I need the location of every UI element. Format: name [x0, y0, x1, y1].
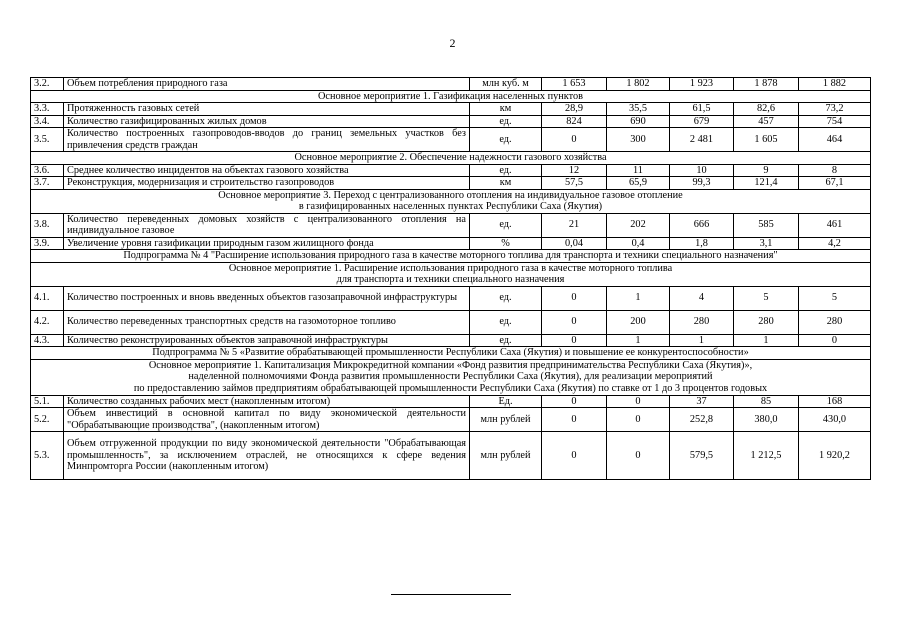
section-title — [31, 262, 871, 286]
section-header-row — [31, 90, 871, 103]
section-title-line: по предоставлению займов предприятиям обрабатывающей промышленности Республики Саха (Якутия) по ставке от 1 до 3 процентов годовых — [133, 382, 768, 394]
indicator-value: 824 — [542, 115, 607, 128]
indicator-value: 4 — [670, 286, 734, 310]
row-number: 3.6. — [31, 164, 64, 177]
indicator-row — [31, 286, 871, 310]
indicator-value: 73,2 — [799, 103, 871, 116]
indicator-row — [31, 395, 871, 408]
indicator-value: 5 — [734, 286, 799, 310]
indicator-name: Количество реконструированных объектов заправочной инфраструктуры — [64, 334, 470, 347]
section-title — [31, 90, 871, 103]
row-number: 3.5. — [31, 128, 64, 152]
indicator-value: 168 — [799, 395, 871, 408]
row-number: 3.4. — [31, 115, 64, 128]
indicator-value: 12 — [542, 164, 607, 177]
indicator-value: 28,9 — [542, 103, 607, 116]
indicator-row — [31, 177, 871, 190]
unit-of-measure: % — [470, 237, 542, 250]
section-header-row — [31, 347, 871, 360]
indicator-value: 1 882 — [799, 78, 871, 91]
row-number: 3.2. — [31, 78, 64, 91]
indicator-name: Увеличение уровня газификации природным газом жилищного фонда — [64, 237, 470, 250]
indicator-value: 690 — [607, 115, 670, 128]
indicator-value: 430,0 — [799, 408, 871, 432]
indicator-value: 0,04 — [542, 237, 607, 250]
row-number: 4.3. — [31, 334, 64, 347]
indicator-value: 0 — [542, 128, 607, 152]
row-number: 3.9. — [31, 237, 64, 250]
indicator-value: 300 — [607, 128, 670, 152]
section-header-row — [31, 152, 871, 165]
row-number: 3.3. — [31, 103, 64, 116]
section-title-line: Подпрограмма № 5 «Развитие обрабатывающей промышленности Республики Саха (Якутия) и повышение ее конкурентоспособности» — [152, 347, 749, 358]
indicator-row — [31, 334, 871, 347]
section-header-row — [31, 189, 871, 213]
indicator-value: 202 — [607, 213, 670, 237]
indicator-value: 1 920,2 — [799, 432, 871, 480]
table-body — [31, 78, 871, 480]
indicator-name: Объем отгруженной продукции по виду экономической деятельности "Обрабатывающая промышленность", за исключением отраслей, не относящихся к сфере ведения Минпромторга России (накопленным итогом) — [64, 432, 470, 480]
indicator-value: 10 — [670, 164, 734, 177]
indicator-value: 252,8 — [670, 408, 734, 432]
indicator-row — [31, 237, 871, 250]
indicator-value: 679 — [670, 115, 734, 128]
indicator-value: 0 — [542, 334, 607, 347]
unit-of-measure: ед. — [470, 286, 542, 310]
indicator-name: Количество газифицированных жилых домов — [64, 115, 470, 128]
indicator-row — [31, 432, 871, 480]
page-number: 2 — [449, 36, 456, 50]
indicator-value: 65,9 — [607, 177, 670, 190]
indicator-value: 1 — [607, 286, 670, 310]
indicator-value: 280 — [799, 310, 871, 334]
indicator-value: 61,5 — [670, 103, 734, 116]
indicator-value: 0,4 — [607, 237, 670, 250]
indicator-row — [31, 408, 871, 432]
section-title — [31, 347, 871, 360]
indicator-value: 380,0 — [734, 408, 799, 432]
unit-of-measure: ед. — [470, 115, 542, 128]
indicator-value: 35,5 — [607, 103, 670, 116]
indicator-value: 1 653 — [542, 78, 607, 91]
unit-of-measure: ед. — [470, 128, 542, 152]
indicator-value: 0 — [542, 310, 607, 334]
indicator-value: 280 — [734, 310, 799, 334]
indicator-value: 4,2 — [799, 237, 871, 250]
section-title-line: Основное мероприятие 1. Расширение использования природного газа в качестве моторного топлива — [228, 262, 673, 274]
indicator-name: Количество переведенных транспортных средств на газомоторное топливо — [64, 310, 470, 334]
unit-of-measure: км — [470, 103, 542, 116]
section-header-row — [31, 250, 871, 263]
indicator-value: 585 — [734, 213, 799, 237]
section-title-line: Основное мероприятие 1. Газификация населенных пунктов — [317, 90, 584, 102]
section-title — [31, 152, 871, 165]
indicator-value: 1 — [607, 334, 670, 347]
indicator-name: Реконструкция, модернизация и строительство газопроводов — [64, 177, 470, 190]
row-number: 5.2. — [31, 408, 64, 432]
indicator-name: Протяженность газовых сетей — [64, 103, 470, 116]
indicator-value: 200 — [607, 310, 670, 334]
indicator-row — [31, 164, 871, 177]
unit-of-measure: млн рублей — [470, 432, 542, 480]
unit-of-measure: ед. — [470, 213, 542, 237]
indicator-value: 57,5 — [542, 177, 607, 190]
indicator-row — [31, 115, 871, 128]
indicator-value: 2 481 — [670, 128, 734, 152]
row-number: 4.2. — [31, 310, 64, 334]
section-title-line: Основное мероприятие 3. Переход с централизованного отопления на индивидуальное газовое отопление — [218, 189, 683, 201]
row-number: 5.1. — [31, 395, 64, 408]
indicator-value: 280 — [670, 310, 734, 334]
indicator-name: Количество переведенных домовых хозяйств с централизованного отопления на индивидуальное газовое — [64, 213, 470, 237]
indicator-value: 0 — [542, 432, 607, 480]
indicator-row — [31, 103, 871, 116]
indicator-name: Количество созданных рабочих мест (накопленным итогом) — [64, 395, 470, 408]
indicator-value: 464 — [799, 128, 871, 152]
row-number: 3.7. — [31, 177, 64, 190]
indicator-value: 21 — [542, 213, 607, 237]
section-title — [31, 250, 871, 263]
indicator-value: 0 — [542, 395, 607, 408]
indicator-value: 1 923 — [670, 78, 734, 91]
indicator-value: 0 — [607, 432, 670, 480]
section-header-row — [31, 359, 871, 395]
indicator-value: 1 605 — [734, 128, 799, 152]
indicator-value: 457 — [734, 115, 799, 128]
unit-of-measure: ед. — [470, 164, 542, 177]
indicator-value: 0 — [542, 408, 607, 432]
indicator-value: 82,6 — [734, 103, 799, 116]
indicator-value: 0 — [542, 286, 607, 310]
unit-of-measure: Ед. — [470, 395, 542, 408]
unit-of-measure: км — [470, 177, 542, 190]
indicator-value: 666 — [670, 213, 734, 237]
indicators-table — [30, 77, 871, 480]
section-title-line: Подпрограмма № 4 "Расширение использования природного газа в качестве моторного топлива для транспорта и техники специального назначения" — [123, 250, 778, 261]
indicator-value: 1,8 — [670, 237, 734, 250]
indicator-value: 1 878 — [734, 78, 799, 91]
indicator-row — [31, 128, 871, 152]
indicator-value: 579,5 — [670, 432, 734, 480]
unit-of-measure: ед. — [470, 334, 542, 347]
indicator-name: Среднее количество инцидентов на объектах газового хозяйства — [64, 164, 470, 177]
indicator-value: 5 — [799, 286, 871, 310]
unit-of-measure: млн рублей — [470, 408, 542, 432]
indicator-value: 0 — [799, 334, 871, 347]
row-number: 3.8. — [31, 213, 64, 237]
section-title-line: Основное мероприятие 2. Обеспечение надежности газового хозяйства — [294, 152, 607, 163]
indicator-name: Объем инвестиций в основной капитал по виду экономической деятельности "Обрабатывающие производства", (накопленным итогом) — [64, 408, 470, 432]
indicator-value: 8 — [799, 164, 871, 177]
indicator-value: 0 — [607, 395, 670, 408]
row-number: 5.3. — [31, 432, 64, 480]
footer-rule — [391, 594, 511, 595]
section-header-row — [31, 262, 871, 286]
unit-of-measure: ед. — [470, 310, 542, 334]
indicator-row — [31, 310, 871, 334]
indicator-value: 85 — [734, 395, 799, 408]
indicator-name: Количество построенных и вновь введенных объектов газозаправочной инфраструктуры — [64, 286, 470, 310]
section-title-line: Основное мероприятие 1. Капитализация Микрокредитной компании «Фонд развития предпринимательства Республики Саха (Якутия)», — [148, 359, 753, 371]
unit-of-measure: млн куб. м — [470, 78, 542, 91]
indicator-row — [31, 213, 871, 237]
row-number: 4.1. — [31, 286, 64, 310]
section-title — [31, 359, 871, 395]
indicator-value: 9 — [734, 164, 799, 177]
indicator-value: 67,1 — [799, 177, 871, 190]
indicator-value: 461 — [799, 213, 871, 237]
indicator-value: 754 — [799, 115, 871, 128]
indicator-value: 37 — [670, 395, 734, 408]
indicator-value: 1 — [670, 334, 734, 347]
section-title — [31, 189, 871, 213]
indicator-value: 0 — [607, 408, 670, 432]
section-title-line: наделенной полномочиями Фонда развития промышленности Республики Саха (Якутия), для реализации мероприятий — [188, 371, 713, 383]
indicator-value: 1 802 — [607, 78, 670, 91]
indicator-value: 11 — [607, 164, 670, 177]
indicator-value: 121,4 — [734, 177, 799, 190]
indicator-row — [31, 78, 871, 91]
indicator-name: Количество построенных газопроводов-вводов до границ земельных участков без привлечения средств граждан — [64, 128, 470, 152]
indicator-value: 3,1 — [734, 237, 799, 250]
indicator-value: 1 212,5 — [734, 432, 799, 480]
section-title-line: в газифицированных населенных пунктах Республики Саха (Якутия) — [298, 201, 603, 212]
indicator-name: Объем потребления природного газа — [64, 78, 470, 91]
indicator-value: 99,3 — [670, 177, 734, 190]
section-title-line: для транспорта и техники специального назначения — [336, 274, 565, 285]
indicator-value: 1 — [734, 334, 799, 347]
